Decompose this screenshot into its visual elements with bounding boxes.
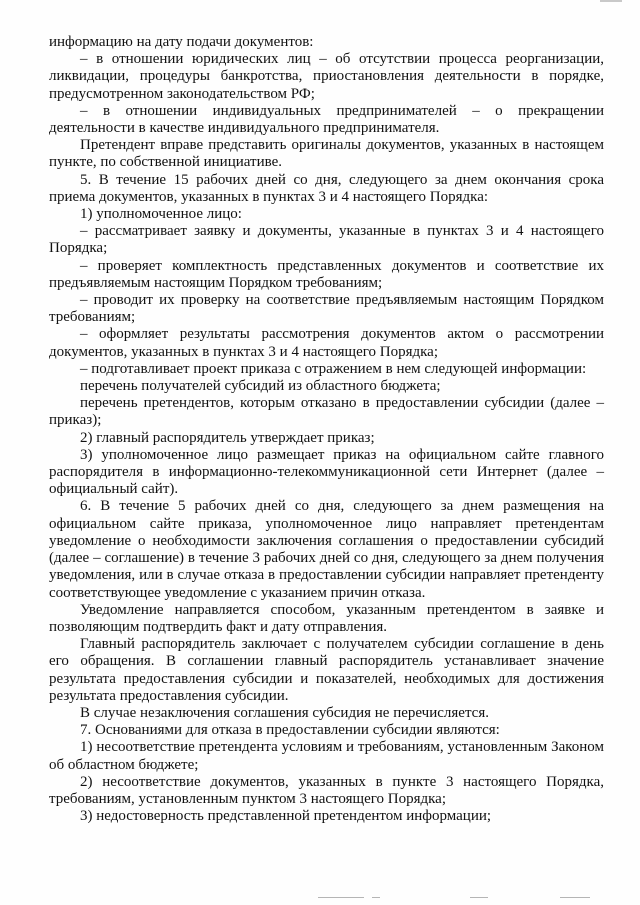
paragraph-refused-list: перечень претендентов, которым отказано в предоставлении субсидии (далее – приказ); bbox=[49, 395, 604, 429]
paragraph-agreement: Главный распорядитель заключает с получателем субсидии соглашение в день его обращения. В соглашении главный распорядитель устанавливает значение результата предоставления субсидии и показателей, необходимых для достижения результата предоставления субсидии. bbox=[49, 636, 604, 704]
paragraph-item-5-2: 2) главный распорядитель утверждает приказ; bbox=[80, 429, 375, 446]
document-body bbox=[49, 34, 604, 825]
paragraph-originals: Претендент вправе представить оригиналы документов, указанных в настоящем пункте, по собственной инициативе. bbox=[49, 137, 604, 171]
paragraph-item-7: 7. Основаниями для отказа в предоставлении субсидии являются: bbox=[80, 722, 500, 739]
paragraph-item-5-3: 3) уполномоченное лицо размещает приказ на официальном сайте главного распорядителя в информационно-телекоммуникационной сети Интернет (далее – официальный сайт). bbox=[49, 446, 604, 498]
scan-corner-mark bbox=[600, 0, 622, 2]
paragraph-issues-act: – оформляет результаты рассмотрения документов актом о рассмотрении документов, указанных в пунктах 3 и 4 настоящего Порядка; bbox=[49, 326, 604, 360]
paragraph-item-7-3: 3) недостоверность представленной претендентом информации; bbox=[80, 808, 492, 825]
paragraph-prepares-order: – подготавливает проект приказа с отражением в нем следующей информации: bbox=[80, 360, 587, 377]
scan-artifact-line bbox=[318, 897, 364, 898]
paragraph-item-7-2: 2) несоответствие документов, указанных в пункте 3 настоящего Порядка, требованиям, установленным пунктом 3 настоящего Порядка; bbox=[49, 773, 604, 807]
paragraph-reviews-application: – рассматривает заявку и документы, указанные в пунктах 3 и 4 настоящего Порядка; bbox=[49, 223, 604, 257]
paragraph-legal-entities: – в отношении юридических лиц – об отсутствии процесса реорганизации, ликвидации, процедуры банкротства, приостановления деятельности в порядке, предусмотренном законодательством РФ; bbox=[49, 51, 604, 102]
paragraph-notification-method: Уведомление направляется способом, указанным претендентом в заявке и позволяющим подтвердить факт и дату отправления. bbox=[49, 601, 604, 635]
paragraph-item-7-1: 1) несоответствие претендента условиям и требованиям, установленным Законом об областном бюджете; bbox=[49, 739, 604, 773]
paragraph-conducts-check: – проводит их проверку на соответствие предъявляемым настоящим Порядком требованиям; bbox=[49, 292, 604, 326]
paragraph-recipients-list: перечень получателей субсидий из областного бюджета; bbox=[80, 378, 441, 395]
paragraph-individual-entrepreneurs: – в отношении индивидуальных предпринимателей – о прекращении деятельности в качестве индивидуального предпринимателя. bbox=[49, 102, 604, 137]
scan-bottom-marks bbox=[0, 893, 640, 903]
paragraph-checks-completeness: – проверяет комплектность представленных документов и соответствие их предъявляемым настоящим Порядком требованиям; bbox=[49, 257, 604, 291]
scan-artifact-line bbox=[470, 897, 488, 898]
paragraph-continuation: информацию на дату подачи документов: bbox=[49, 34, 314, 50]
paragraph-item-6: 6. В течение 5 рабочих дней со дня, следующего за днем размещения на официальном сайте приказа, уполномоченное лицо направляет претендентам уведомление о необходимости заключения соглашения о предоставлении субсидий (далее – соглашение) в течение 3 рабочих дней со дня, следующего за днем получения уведомления, или в случае отказа в предоставлении субсидии направляет претенденту соответствующее уведомление с указанием причин отказа. bbox=[49, 498, 604, 601]
paragraph-non-conclusion: В случае незаключения соглашения субсидия не перечисляется. bbox=[80, 704, 489, 721]
scan-artifact-line bbox=[372, 897, 380, 898]
scan-artifact-line bbox=[560, 897, 590, 898]
paragraph-item-5: 5. В течение 15 рабочих дней со дня, следующего за днем окончания срока приема документов, указанных в пунктах 3 и 4 настоящего Порядка: bbox=[49, 171, 604, 205]
paragraph-item-5-1: 1) уполномоченное лицо: bbox=[80, 206, 242, 223]
